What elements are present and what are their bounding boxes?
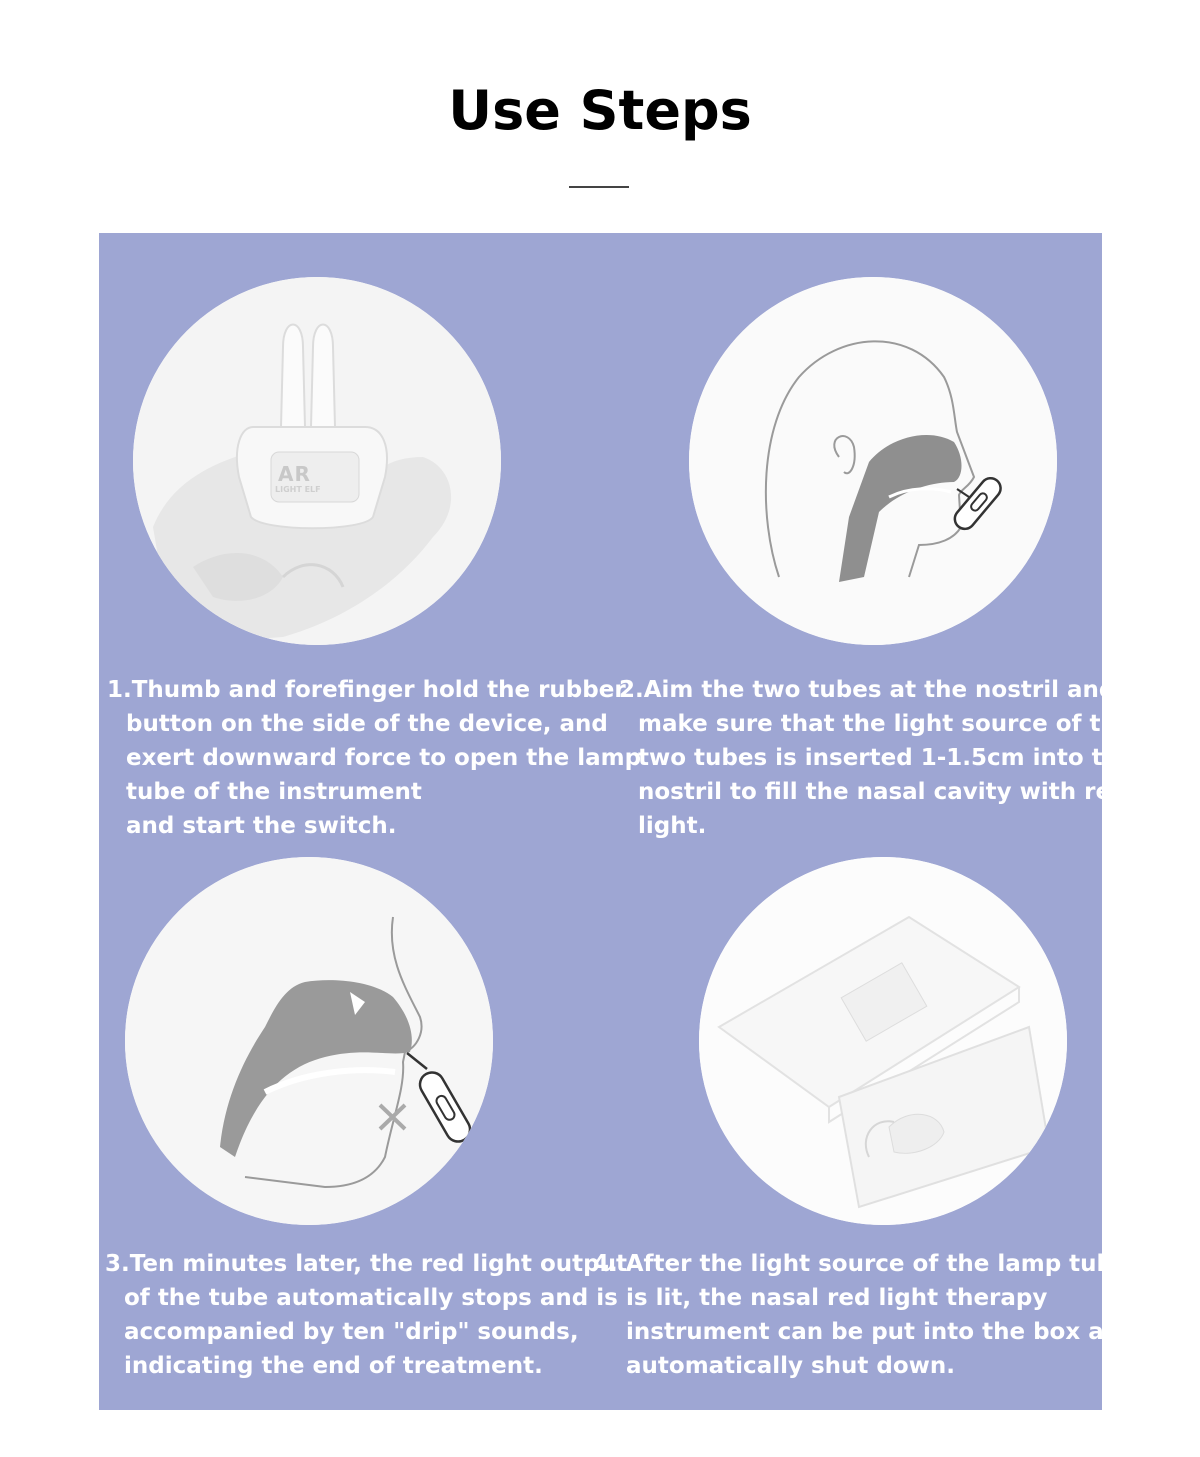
- head-profile-nasal-insertion-icon: [689, 277, 1057, 645]
- step-1-line: 1.Thumb and forefinger hold the rubber: [107, 677, 626, 703]
- step-4-line: automatically shut down.: [626, 1353, 956, 1379]
- nasal-cavity-closeup-icon: [125, 857, 493, 1225]
- step-3-line: indicating the end of treatment.: [124, 1353, 543, 1379]
- device-logo-text: AR: [278, 462, 311, 486]
- step-4-line: is lit, the nasal red light therapy: [626, 1285, 1048, 1311]
- step-2-illustration: [689, 277, 1057, 645]
- step-1-line: exert downward force to open the lamp: [126, 745, 642, 771]
- step-4-illustration: [699, 857, 1067, 1225]
- step-3-line: accompanied by ten "drip" sounds,: [124, 1319, 579, 1345]
- step-1-line: and start the switch.: [126, 813, 397, 839]
- step-1-line: tube of the instrument: [126, 779, 422, 805]
- step-3-text: [105, 1247, 627, 1383]
- step-2-line: make sure that the light source of the: [638, 711, 1133, 737]
- device-in-box-icon: [699, 857, 1067, 1225]
- step-1-text: [107, 673, 641, 843]
- step-2-text: [619, 673, 1135, 843]
- step-3-line: of the tube automatically stops and is: [124, 1285, 618, 1311]
- step-4-line: 4. After the light source of the lamp tube: [593, 1251, 1129, 1277]
- step-3-line: 3.Ten minutes later, the red light output: [105, 1251, 627, 1277]
- step-2-line: 2.Aim the two tubes at the nostril and: [619, 677, 1116, 703]
- step-1-line: button on the side of the device, and: [126, 711, 608, 737]
- hand-holding-device-icon: [133, 277, 501, 645]
- title-divider: [569, 186, 629, 188]
- step-4-line: instrument can be put into the box and: [626, 1319, 1137, 1345]
- page-title: Use Steps: [448, 79, 752, 142]
- steps-panel: [99, 233, 1137, 1410]
- step-3-illustration: [125, 857, 493, 1225]
- step-2-line: two tubes is inserted 1-1.5cm into the: [638, 745, 1135, 771]
- step-2-line: light.: [638, 813, 707, 839]
- step-4-text: [593, 1247, 1137, 1383]
- device-logo-subtext: LIGHT ELF: [275, 485, 321, 494]
- step-2-line: nostril to fill the nasal cavity with red: [638, 779, 1128, 805]
- step-1-illustration: [133, 277, 501, 645]
